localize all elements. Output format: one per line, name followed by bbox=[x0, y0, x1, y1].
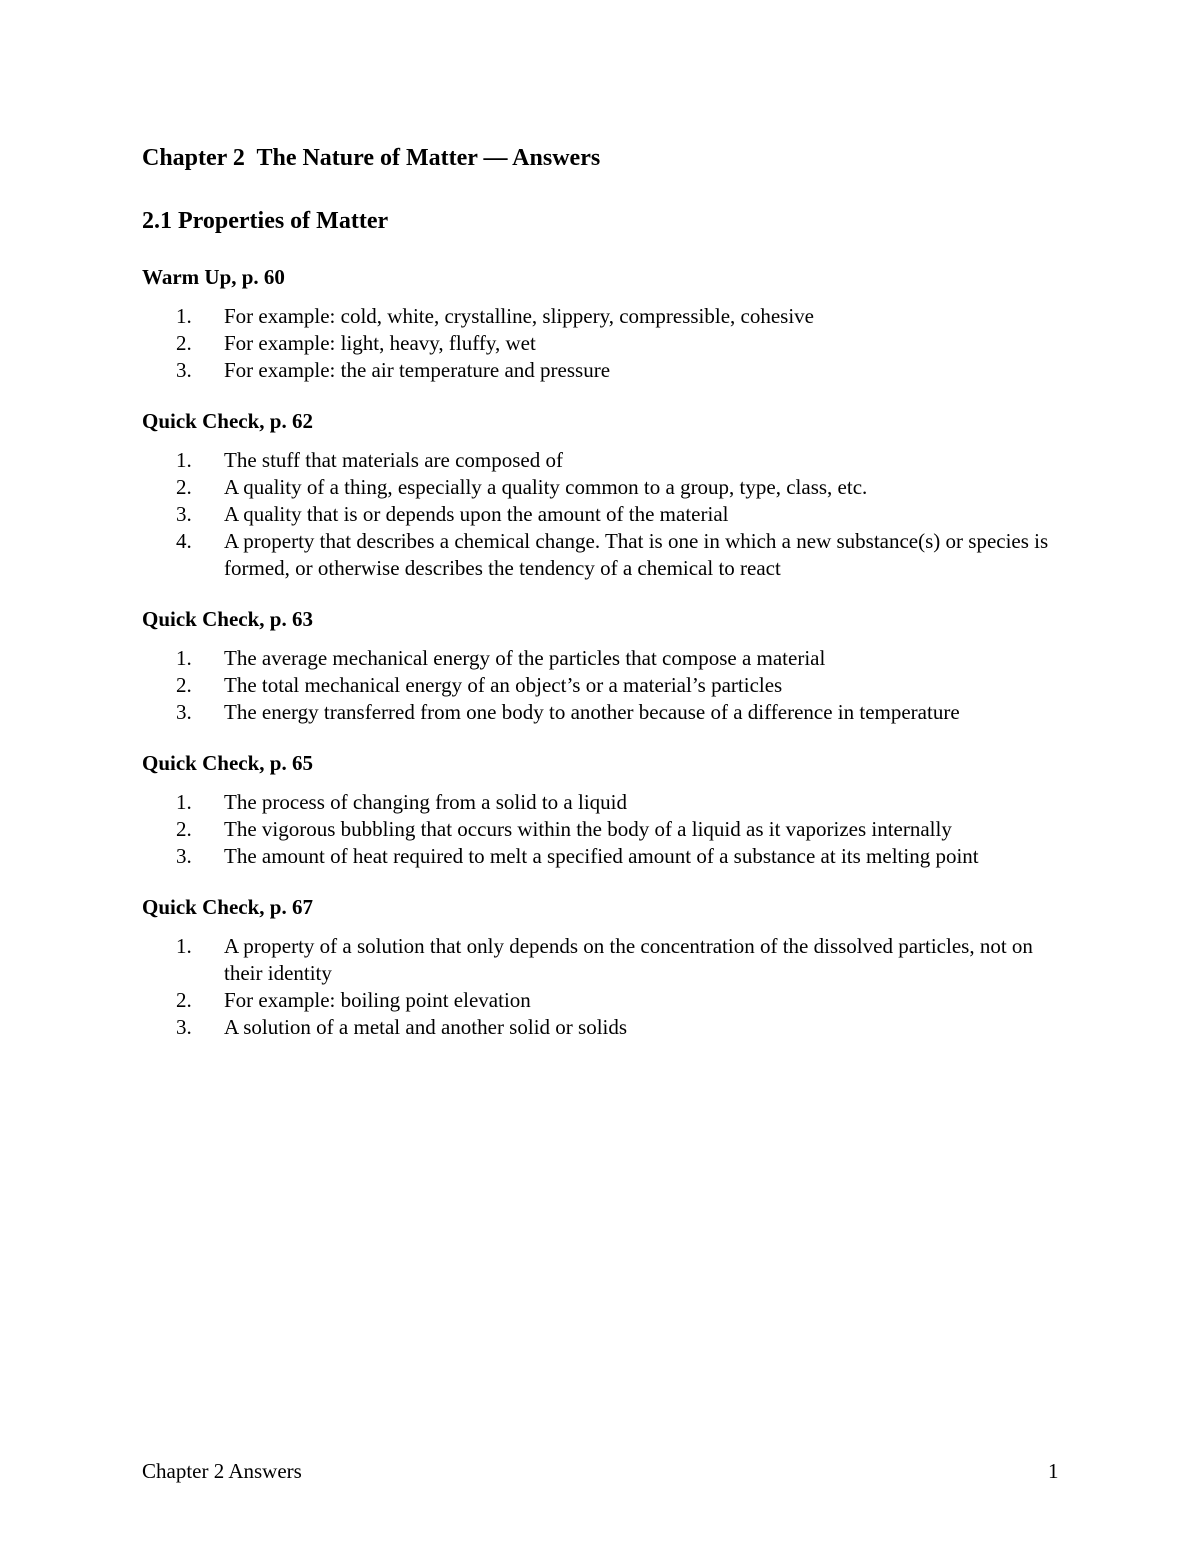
block-title: Quick Check, p. 63 bbox=[142, 607, 313, 631]
page-number: 1 bbox=[1048, 1459, 1059, 1483]
answer-list bbox=[142, 789, 1072, 870]
item-text: The amount of heat required to melt a specified amount of a substance at its melting point bbox=[224, 844, 979, 868]
answer-block bbox=[142, 888, 1072, 1041]
list-item bbox=[142, 330, 1072, 357]
list-item bbox=[142, 843, 1072, 870]
item-number: 1. bbox=[176, 448, 192, 472]
list-item bbox=[142, 528, 1072, 582]
item-text: The stuff that materials are composed of bbox=[224, 448, 563, 472]
list-item bbox=[142, 672, 1072, 699]
item-text: The vigorous bubbling that occurs within the body of a liquid as it vaporizes internally bbox=[224, 817, 952, 841]
list-item bbox=[142, 303, 1072, 330]
item-number: 1. bbox=[176, 934, 192, 958]
item-number: 2. bbox=[176, 475, 192, 499]
item-text: The energy transferred from one body to another because of a difference in temperature bbox=[224, 700, 960, 724]
item-number: 1. bbox=[176, 646, 192, 670]
block-title: Quick Check, p. 65 bbox=[142, 751, 313, 775]
answer-list bbox=[142, 303, 1072, 384]
item-number: 3. bbox=[176, 1015, 192, 1039]
list-item bbox=[142, 645, 1072, 672]
item-text: The average mechanical energy of the particles that compose a material bbox=[224, 646, 826, 670]
section-title: 2.1 Properties of Matter bbox=[142, 208, 389, 234]
answer-block bbox=[142, 258, 1072, 384]
list-item bbox=[142, 816, 1072, 843]
answer-list bbox=[142, 933, 1072, 1041]
item-number: 1. bbox=[176, 790, 192, 814]
block-title: Quick Check, p. 62 bbox=[142, 409, 313, 433]
list-item bbox=[142, 474, 1072, 501]
answer-blocks bbox=[142, 258, 1072, 1041]
item-text: For example: the air temperature and pressure bbox=[224, 358, 611, 382]
item-number: 3. bbox=[176, 700, 192, 724]
list-item bbox=[142, 987, 1072, 1014]
item-text: A solution of a metal and another solid or solids bbox=[224, 1015, 628, 1039]
item-text: For example: boiling point elevation bbox=[224, 988, 531, 1012]
list-item bbox=[142, 447, 1072, 474]
list-item bbox=[142, 789, 1072, 816]
item-number: 3. bbox=[176, 502, 192, 526]
list-item bbox=[142, 1014, 1072, 1041]
item-text: The total mechanical energy of an object’s or a material’s particles bbox=[224, 673, 783, 697]
list-item bbox=[142, 933, 1072, 987]
item-number: 2. bbox=[176, 817, 192, 841]
item-text: For example: cold, white, crystalline, slippery, compressible, cohesive bbox=[224, 304, 814, 328]
item-text: A quality that is or depends upon the amount of the material bbox=[224, 502, 729, 526]
chapter-title: Chapter 2 The Nature of Matter — Answers bbox=[142, 145, 601, 171]
item-number: 2. bbox=[176, 331, 192, 355]
item-number: 1. bbox=[176, 304, 192, 328]
answer-block bbox=[142, 402, 1072, 582]
item-number: 4. bbox=[176, 529, 192, 553]
item-number: 2. bbox=[176, 988, 192, 1012]
item-number: 3. bbox=[176, 358, 192, 382]
page-content bbox=[142, 139, 1072, 1041]
item-number: 3. bbox=[176, 844, 192, 868]
item-text: The process of changing from a solid to a liquid bbox=[224, 790, 627, 814]
answer-block bbox=[142, 600, 1072, 726]
answer-block bbox=[142, 744, 1072, 870]
item-text: For example: light, heavy, fluffy, wet bbox=[224, 331, 536, 355]
block-title: Warm Up, p. 60 bbox=[142, 265, 285, 289]
list-item bbox=[142, 699, 1072, 726]
answer-list bbox=[142, 447, 1072, 582]
list-item bbox=[142, 357, 1072, 384]
item-number: 2. bbox=[176, 673, 192, 697]
item-text: A quality of a thing, especially a quality common to a group, type, class, etc. bbox=[224, 475, 868, 499]
list-item bbox=[142, 501, 1072, 528]
footer-title: Chapter 2 Answers bbox=[142, 1459, 302, 1483]
answer-list bbox=[142, 645, 1072, 726]
item-text: A property of a solution that only depends on the concentration of the dissolved particles, not on their identity bbox=[224, 934, 1033, 985]
block-title: Quick Check, p. 67 bbox=[142, 895, 313, 919]
item-text: A property that describes a chemical change. That is one in which a new substance(s) or species is formed, or otherwise describes the tendency of a chemical to react bbox=[224, 529, 1049, 580]
